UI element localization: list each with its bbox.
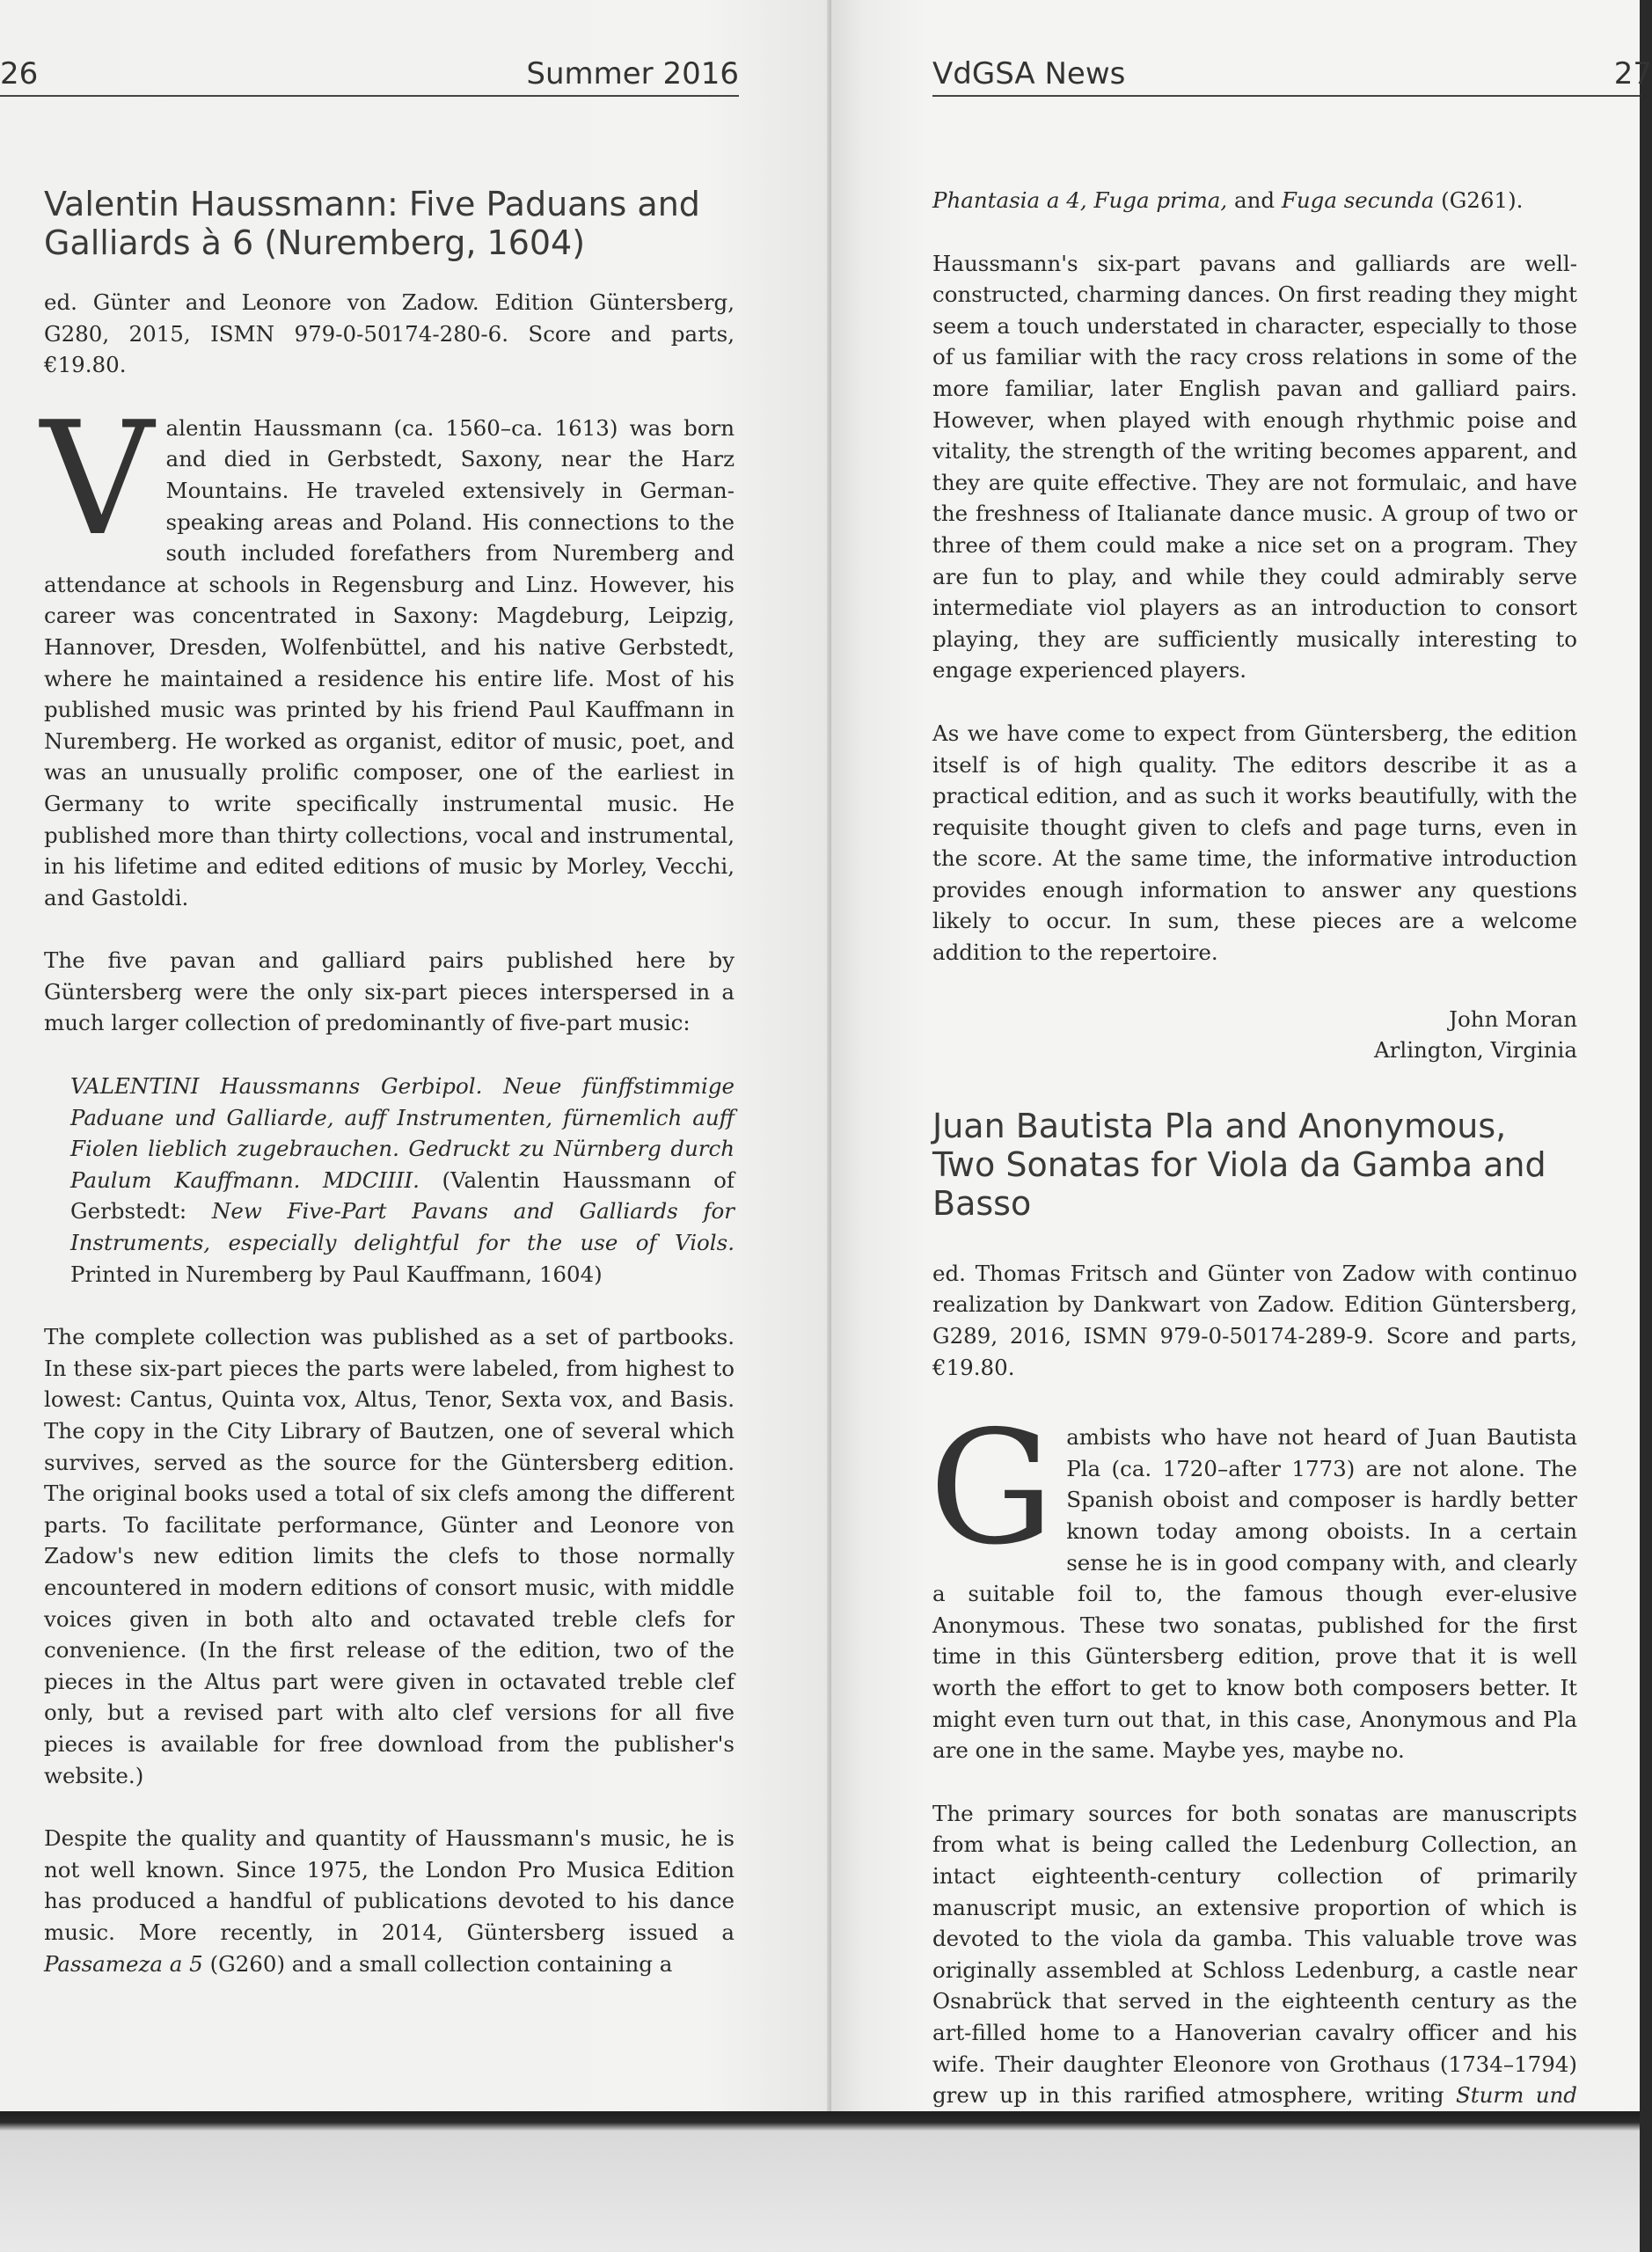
body-paragraph: Gambists who have not heard of Juan Bautista Pla (ca. 1720–after 1773) are not alone. The Spanish oboist and composer is hardly better known today among oboists. In a certain sense he is in good company with, and clearly a suitable foil to, the famous though ever-elusive Anonymous. These two sonatas, published for the first time in this Güntersberg edition, prove that it is well worth the effort to get to know both composers better. It might even turn out that, in this case, Anonymous and Pla are one in the same. Maybe yes, maybe no. <box>929 1397 1577 1764</box>
edition-info: ed. Günter and Leonore von Zadow. Edition Güntersberg, G280, 2015, ISMN 979-0-50174-280-6. Score and parts, €19.80. <box>44 289 735 378</box>
body-paragraph: The complete collection was published as a set of partbooks. In these six-part pieces the parts were labeled, from highest to lowest: Cantus, Quinta vox, Altus, Tenor, Sexta vox, and Basis. The copy in the City Library of Bautzen, one of several which survives, served as the source for the Güntersberg edition. The original books used a total of six clefs among the different parts. To facilitate performance, Günter and Leonore von Zadow's new edition limits the clefs to those normally encountered in modern editions of consort music, with middle voices given in both alto and octavated treble clefs for convenience. (In the first release of the edition, two of the pieces in the Altus part were given in octavated treble clef only, but a revised part with alto clef versions for all five pieces is available for free download from the publisher's website.) <box>44 1324 735 1788</box>
right-running-header <box>932 51 1652 97</box>
body-paragraph: Valentin Haussmann (ca. 1560–ca. 1613) was born and died in Gerbstedt, Saxony, near the Harz Mountains. He traveled extensively in German-speaking areas and Poland. His connections to the south included forefathers from Nuremberg and attendance at schools in Regensburg and Linz. However, his career was concentrated in Saxony: Magdeburg, Leipzig, Hannover, Dresden, Wolfenbüttel, and his native Gerbstedt, where he maintained a residence his entire life. Most of his published music was printed by his friend Paul Kauffmann in Nuremberg. He worked as organist, editor of music, poet, and was an unusually prolific composer, one of the earliest in Germany to write specifically instrumental music. He published more than thirty collections, vocal and instrumental, in his lifetime and edited editions of music by Morley, Vecchi, and Gastoldi. <box>40 387 735 910</box>
page-number: 26 <box>0 56 39 91</box>
left-page <box>0 0 831 2111</box>
review-title: Juan Bautista Pla and Anonymous, Two Sonatas for Viola da Gamba and Basso <box>932 1106 1546 1223</box>
continued-text: Phantasia a 4, Fuga prima, and Fuga secunda (G261). <box>932 187 1524 213</box>
drop-cap: V <box>40 387 154 570</box>
body-paragraph: The five pavan and galliard pairs published here by Güntersberg were the only six-part pieces interspersed in a much larger collection of predominantly of five-part music: <box>44 947 735 1036</box>
scanner-background <box>0 2111 1640 2252</box>
edition-info: ed. Thomas Fritsch and Günter von Zadow with continuo realization by Dankwart von Zadow. Edition Güntersberg, G289, 2016, ISMN 979-0-50174-289-9. Score and parts, €19.80. <box>932 1260 1577 1380</box>
body-paragraph: Haussmann's six-part pavans and galliards are well-constructed, charming dances. On first reading they might seem a touch understated in character, especially to those of us familiar with the racy cross relations in some of the more familiar, later English pavan and galliard pairs. However, when played with enough rhythmic poise and vitality, the strength of the writing becomes apparent, and they are quite effective. They are not formulaic, and have the freshness of Italianate dance music. A group of two or three of them could make a nice set on a program. They are fun to play, and while they could admirably serve intermediate viol players as an introduction to consort playing, they are sufficiently musically interesting to engage experienced players. <box>932 250 1577 684</box>
reviewer-location: Arlington, Virginia <box>1373 1037 1577 1064</box>
drop-cap: G <box>929 1397 1055 1580</box>
body-paragraph: As we have come to expect from Güntersberg, the edition itself is of high quality. The editors describe it as a practical edition, and as such it works beautifully, with the requisite thought given to clefs and page turns, even in the score. At the same time, the informative introduction provides enough information to answer any questions likely to occur. In sum, these pieces are a welcome addition to the repertoire. <box>932 720 1577 966</box>
left-column <box>40 185 735 1979</box>
right-column <box>929 185 1577 2142</box>
review-title: Valentin Haussmann: Five Paduans and Galliards à 6 (Nuremberg, 1604) <box>44 185 700 262</box>
page-number: 27 <box>1613 56 1652 91</box>
right-page <box>831 0 1652 2111</box>
reviewer-signature <box>932 1004 1577 1066</box>
running-head: VdGSA News <box>932 56 1126 91</box>
body-paragraph: The primary sources for both sonatas are manuscripts from what is being called the Ledenburg Collection, an intact eighteenth-century collection of primarily manuscript music, an extensive proportion of which is devoted to the viola da gamba. This valuable trove was originally assembled at Schloss Ledenburg, a castle near Osnabrück that served in the eighteenth century as the art-filled home to a Hanoverian cavalry officer and his wife. Their daughter Eleonore von Grothaus (1734–1794) grew up in this rarified atmosphere, writing Sturm und <box>932 1800 1577 2109</box>
block-quote: VALENTINI Haussmanns Gerbipol. Neue fünffstimmige Paduane und Galliarde, auff Instrumenten, fürnemlich auff Fiolen lieblich zugebrauchen. Gedruckt zu Nürnberg durch Paulum Kauffmann. MDCIIII. (Valentin Haussmann of Gerbstedt: New Five-Part Pavans and Galliards for Instruments, especially delightful for the use of Viols. Printed in Nuremberg by Paul Kauffmann, 1604) <box>70 1073 735 1287</box>
body-paragraph: Despite the quality and quantity of Haussmann's music, he is not well known. Since 1975, the London Pro Musica Edition has produced a handful of publications devoted to his dance music. More recently, in 2014, Güntersberg issued a Passameza a 5 (G260) and a small collection containing a <box>44 1825 735 1977</box>
reviewer-name: John Moran <box>1449 1005 1577 1032</box>
left-running-header <box>0 51 739 97</box>
running-head: Summer 2016 <box>526 56 739 91</box>
